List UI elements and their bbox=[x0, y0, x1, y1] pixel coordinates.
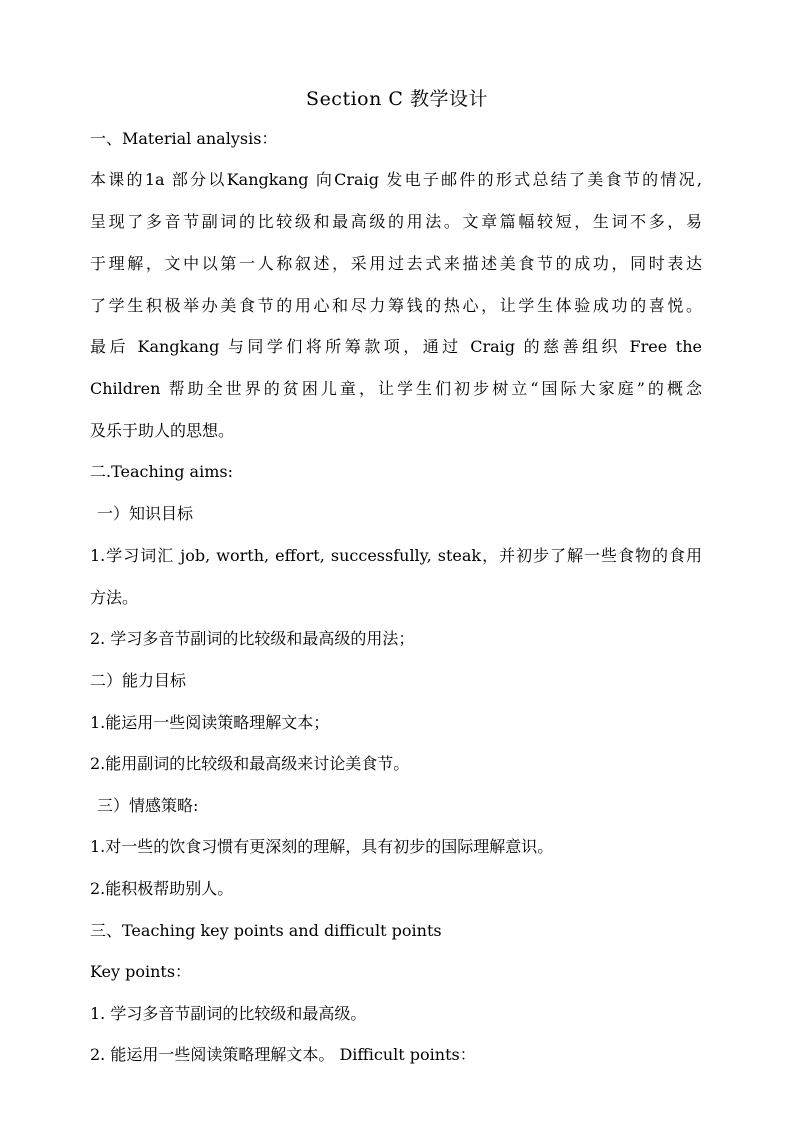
section-heading-material-analysis: 一、Material analysis： bbox=[90, 129, 278, 148]
list-item: 2. 能运用一些阅读策略理解文本。 Difficult points： bbox=[90, 1045, 476, 1064]
page-title: Section C 教学设计 bbox=[306, 88, 488, 110]
list-item: 1.学习词汇 job, worth, effort, successfully, steak，并初步了解一些食物的食用 bbox=[90, 546, 702, 565]
paragraph-line: 呈现了多音节副词的比较级和最高级的用法。文章篇幅较短，生词不多，易 bbox=[90, 212, 702, 231]
section-heading-key-points: 三、Teaching key points and difficult points bbox=[90, 921, 442, 940]
subheading-ability-goals: 二）能力目标 bbox=[90, 671, 187, 690]
list-item: 2. 学习多音节副词的比较级和最高级的用法； bbox=[90, 629, 415, 648]
list-item: 1. 学习多音节副词的比较级和最高级。 bbox=[90, 1004, 367, 1023]
list-item: 1.能运用一些阅读策略理解文本； bbox=[90, 713, 330, 732]
paragraph-line: 最后 Kangkang 与同学们将所筹款项，通过 Craig 的慈善组织 Free the bbox=[90, 337, 702, 356]
subheading-emotional-strategy: 三）情感策略: bbox=[97, 796, 199, 815]
list-item: 1.对一些的饮食习惯有更深刻的理解，具有初步的国际理解意识。 bbox=[90, 837, 554, 856]
paragraph-line: 于理解，文中以第一人称叙述，采用过去式来描述美食节的成功，同时表达 bbox=[90, 254, 702, 273]
paragraph-line: Children 帮助全世界的贫困儿童，让学生们初步树立“国际大家庭”的概念 bbox=[90, 379, 702, 398]
paragraph-line: 及乐于助人的思想。 bbox=[90, 421, 235, 440]
paragraph-line: 本课的1a 部分以Kangkang 向Craig 发电子邮件的形式总结了美食节的情况, bbox=[90, 170, 702, 189]
key-points-label: Key points： bbox=[90, 962, 192, 981]
list-item-continuation: 方法。 bbox=[90, 588, 139, 607]
list-item: 2.能积极帮助别人。 bbox=[90, 879, 234, 898]
subheading-knowledge-goals: 一）知识目标 bbox=[97, 504, 194, 523]
section-heading-teaching-aims: 二.Teaching aims: bbox=[90, 462, 233, 481]
list-item: 2.能用副词的比较级和最高级来讨论美食节。 bbox=[90, 754, 410, 773]
paragraph-line: 了学生积极举办美食节的用心和尽力筹钱的热心，让学生体验成功的喜悦。 bbox=[90, 296, 702, 315]
